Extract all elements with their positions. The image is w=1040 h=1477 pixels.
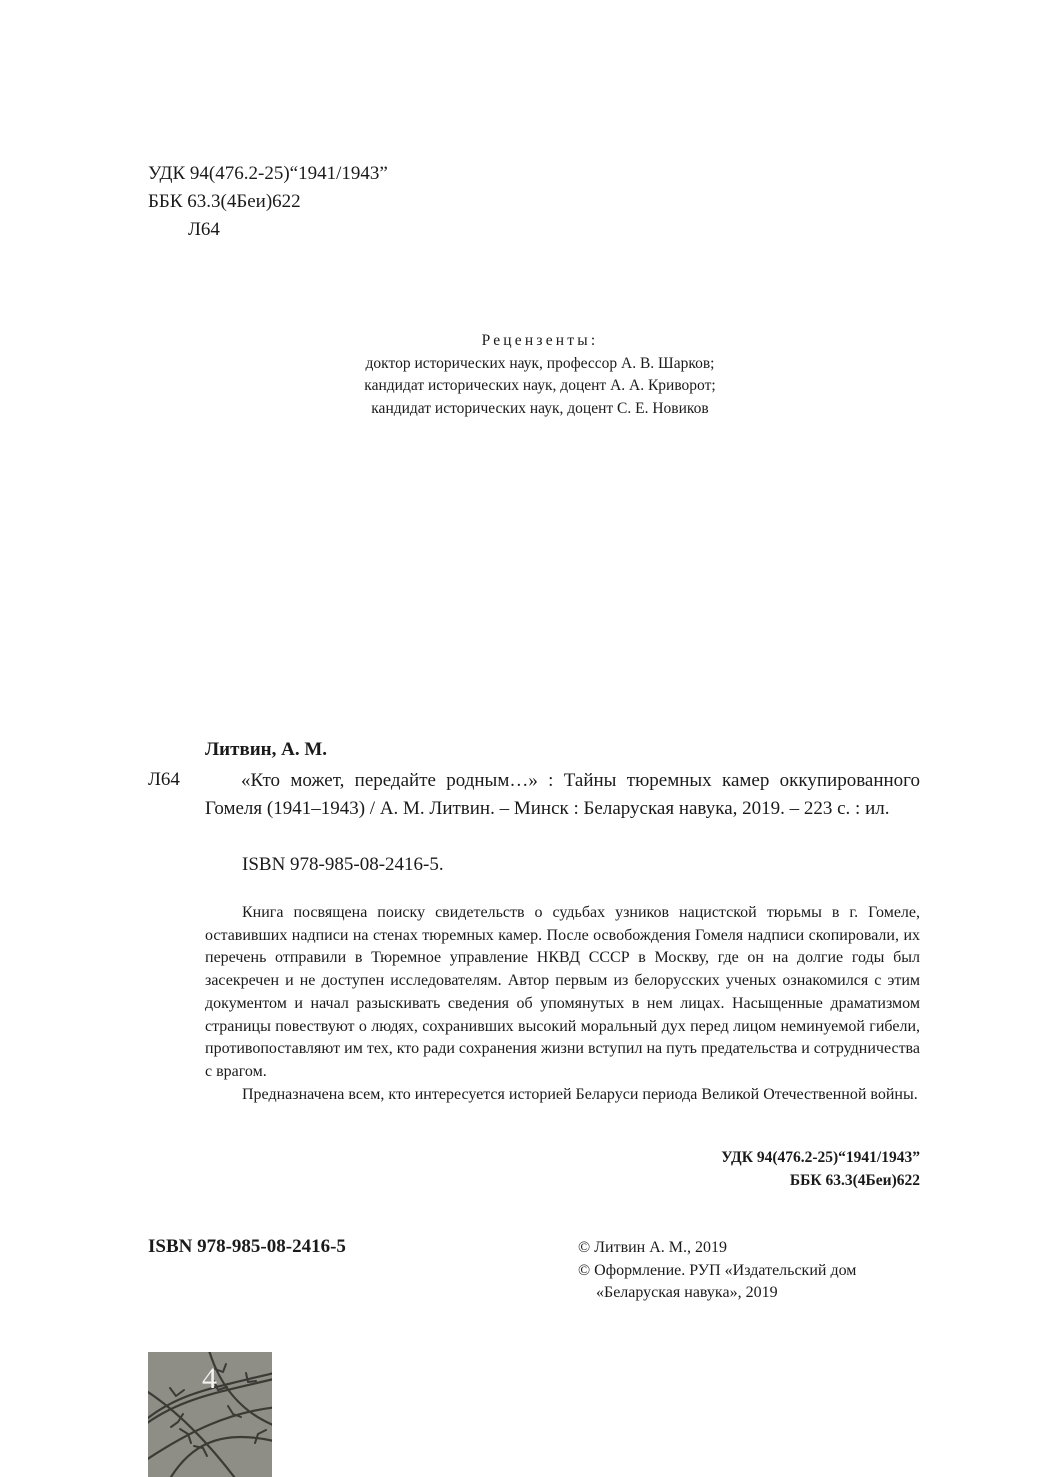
bbk-code: ББК 63.3(4Беи)622 (148, 191, 301, 212)
classification-codes-top (148, 160, 388, 244)
classification-codes-bottom (721, 1146, 920, 1192)
copyright-block (578, 1237, 856, 1305)
copyright-design: © Оформление. РУП «Издательский дом (578, 1261, 857, 1279)
copyright-publisher: «Беларуская навука», 2019 (596, 1284, 778, 1301)
abstract-paragraph: Предназначена всем, кто интересуется историей Беларуси периода Великой Отечественной войны. (242, 1085, 918, 1103)
catalog-author: Литвин, А. М. (205, 739, 327, 760)
reviewer-line: кандидат исторических наук, доцент А. А. Криворот; (364, 377, 716, 394)
author-sign: Л64 (188, 219, 220, 240)
reviewer-line: доктор исторических наук, профессор А. В. Шарков; (365, 354, 715, 372)
copyright-author: © Литвин А. М., 2019 (578, 1239, 728, 1256)
abstract (205, 902, 920, 1106)
abstract-paragraph: Книга посвящена поиску свидетельств о судьбах узников нацистской тюрьмы в г. Гомеле, оставивших надписи на стенах тюремных камер. После освобождения Гомеля надписи скопировали, их перечень отправили в Тюремное управление НКВД СССР в Москву, где он на долгие годы был засекречен и не доступен исследователям. Автор первым из белорусских ученых ознакомился с этим документом и начал разыскивать сведения об упомянутых в нем лицах. Насыщенные драматизмом страницы повествуют о людях, сохранивших высокий моральный дух перед лицом неминуемой гибели, противопоставляют им тех, кто ради сохранения жизни вступил на путь предательства и сотрудничества с врагом. (205, 904, 920, 1080)
page-number-tile (148, 1352, 272, 1477)
udk-code: УДК 94(476.2-25)“1941/1943” (148, 163, 388, 184)
catalog-code: Л64 (148, 769, 180, 790)
page-number: 4 (202, 1362, 217, 1395)
isbn-bold: ISBN 978-985-08-2416-5 (148, 1236, 346, 1257)
reviewers-heading: Рецензенты: (481, 332, 599, 349)
reviewers-block (260, 330, 820, 420)
reviewer-line: кандидат исторических наук, доцент С. Е. Новиков (371, 399, 709, 417)
bbk-code-bold: ББК 63.3(4Беи)622 (789, 1172, 920, 1189)
udk-code-bold: УДК 94(476.2-25)“1941/1943” (721, 1149, 920, 1166)
bibliographic-description: «Кто может, передайте родным…» : Тайны тюремных камер оккупированного Гомеля (1941–1943) / А. М. Литвин. – Минск : Беларуская навука, 2019. – 223 с. : ил. (205, 770, 920, 819)
catalog-isbn: ISBN 978-985-08-2416-5. (242, 854, 444, 875)
